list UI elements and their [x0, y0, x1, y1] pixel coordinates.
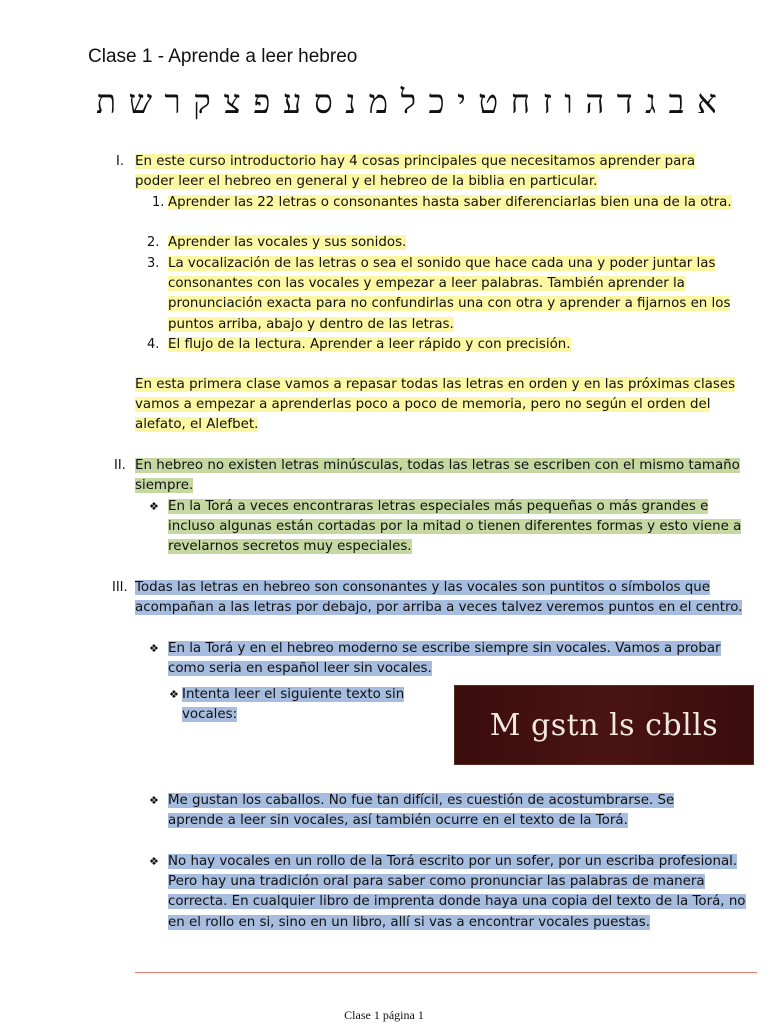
diamond-bullet-icon: ❖: [169, 688, 179, 701]
section-2-bullet: En la Torá a veces encontraras letras especiales más pequeñas o más grandes e incluso algunas están cortadas por la mitad o tienen diferentes formas y esto viene a revelarnos secretos muy especiales.: [168, 499, 742, 555]
diamond-bullet-icon: ❖: [149, 794, 159, 807]
item-4-marker: 4.: [147, 337, 160, 352]
item-2-marker: 2.: [147, 235, 160, 250]
item-3: La vocalización de las letras o sea el sonido que hace cada una y poder juntar las consonantes con las vocales y empezar a leer palabras. También aprender la pronunciación exacta para no confundirlas una con otra y aprender a fijarnos en los puntos arriba, abajo y dentro de las letras.: [168, 256, 731, 332]
item-1-marker: 1.: [152, 195, 165, 210]
page-footer: Clase 1 página 1: [344, 1008, 424, 1022]
no-vowels-example-image: [454, 685, 754, 765]
section-1-intro: En este curso introductorio hay 4 cosas principales que necesitamos aprender para poder leer el hebreo en general y el hebreo de la biblia en particular.: [135, 154, 696, 190]
section-3-intro: Todas las letras en hebreo son consonantes y las vocales son puntitos o símbolos que acompañan a las letras por debajo, por arriba a veces talvez veremos puntos en el centro.: [135, 580, 743, 616]
section-1-closing: En esta primera clase vamos a repasar todas las letras en orden y en las próximas clases vamos a empezar a aprenderlas poco a poco de memoria, pero no según el orden del alefato, el Alefbet.: [135, 377, 736, 433]
section-2-marker: II.: [114, 458, 126, 473]
section-2-intro: En hebreo no existen letras minúsculas, todas las letras se escriben con el mismo tamaño siempre.: [135, 458, 740, 494]
section-3-bullet-3: No hay vocales en un rollo de la Torá escrito por un sofer, por un escriba profesional. Pero hay una tradición oral para saber como pronunciar las palabras de manera correcta. En cualquier libro de imprenta donde haya una copia del texto de la Torá, no en el rollo en si, sino en un libro, allí si vas a encontrar vocales puestas.: [168, 854, 746, 930]
item-1: Aprender las 22 letras o consonantes hasta saber diferenciarlas bien una de la otra.: [168, 195, 732, 210]
footer-divider: [135, 972, 757, 973]
section-3-bullet-1: En la Torá y en el hebreo moderno se escribe siempre sin vocales. Vamos a probar como seria en español leer sin vocales.: [168, 641, 721, 677]
diamond-bullet-icon: ❖: [149, 642, 159, 655]
section-3-bullet-2: Me gustan los caballos. No fue tan difícil, es cuestión de acostumbrarse. Se aprende a leer sin vocales, así también ocurre en el texto de la Torá.: [168, 793, 675, 829]
item-3-marker: 3.: [147, 256, 160, 271]
section-3-sub-bullet: Intenta leer el siguiente texto sin vocales:: [182, 687, 405, 723]
item-4: El flujo de la lectura. Aprender a leer rápido y con precisión.: [168, 337, 571, 352]
item-2: Aprender las vocales y sus sonidos.: [168, 235, 407, 250]
section-1-marker: I.: [116, 154, 124, 169]
section-3-marker: III.: [112, 580, 128, 595]
no-vowels-example-text: M gstn ls cblls: [489, 707, 719, 743]
hebrew-alphabet: א ב ג ד ה ו ז ח ט י כ ל מ נ ס ע פ צ ק ר ש ת: [96, 82, 718, 121]
diamond-bullet-icon: ❖: [149, 855, 159, 868]
diamond-bullet-icon: ❖: [149, 500, 159, 513]
page-title: Clase 1 - Aprende a leer hebreo: [88, 46, 358, 67]
